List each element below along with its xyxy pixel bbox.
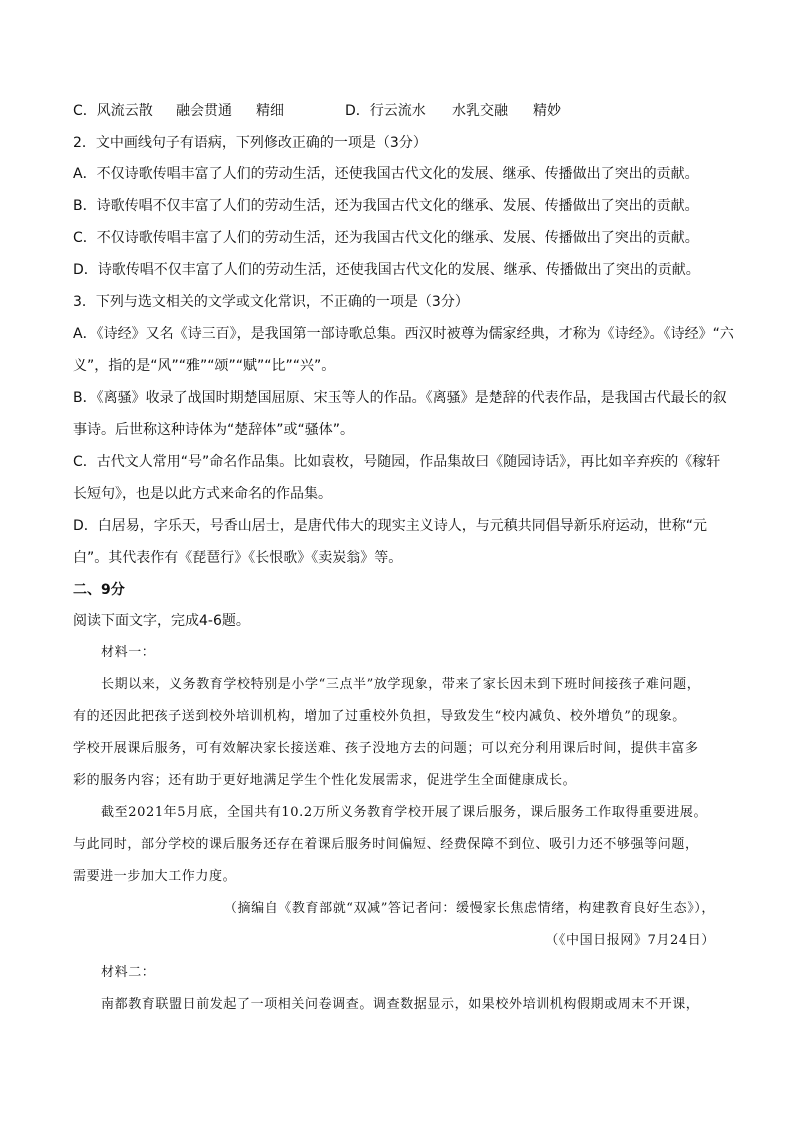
q3-option-c-line1: C．古代文人常用“号”命名作品集。比如袁枚，号随园，作品集故曰《随园诗话》，再比如辛弃疾的《稼轩 [73, 454, 721, 470]
q1-option-c-word2: 融会贯通 [176, 103, 232, 119]
material1-para1-line2: 有的还因此把孩子送到校外培训机构，增加了过重校外负担，导致发生“校内减负、校外增负”的现象。 [73, 709, 686, 724]
q2-option-b: B．诗歌传唱不仅丰富了人们的劳动生活，还为我国古代文化的继承、发展、传播做出了突出的贡献。 [73, 198, 699, 214]
q3-stem: 3．下列与选文相关的文学或文化常识，不正确的一项是（3分） [73, 294, 469, 310]
material1-para1-line4: 彩的服务内容；还有助于更好地满足学生个性化发展需求，促进学生全面健康成长。 [73, 773, 577, 788]
section-intro: 阅读下面文字，完成4-6题。 [73, 613, 250, 629]
material1-para2-line2: 与此同时，部分学校的课后服务还存在着课后服务时间偏短、经费保障不到位、吸引力还不够强等问题， [73, 837, 699, 852]
q3-option-b-line1: B．《离骚》收录了战国时期楚国屈原、宋玉等人的作品。《离骚》是楚辞的代表作品，是我国古代最长的叙 [73, 390, 727, 406]
q2-option-c: C．不仅诗歌传唱丰富了人们的劳动生活，还为我国古代文化的继承、发展、传播做出了突出的贡献。 [73, 230, 699, 246]
q3-option-d-line2: 白”。其代表作有《琵琶行》《长恨歌》《卖炭翁》等。 [73, 550, 403, 566]
material1-para2-line1: 截至2021年5月底，全国共有10.2万所义务教育学校开展了课后服务，课后服务工作取得重要进展。 [101, 805, 708, 820]
q2-stem: 2．文中画线句子有语病，下列修改正确的一项是（3分） [73, 135, 427, 151]
q1-option-d-word3: 精妙 [533, 103, 561, 119]
q3-option-c-line2: 长短句》，也是以此方式来命名的作品集。 [73, 486, 332, 502]
material1-para2-line3: 需要进一步加大工作力度。 [73, 869, 237, 884]
material1-para1-line1: 长期以来，义务教育学校特别是小学“三点半”放学现象，带来了家长因未到下班时间接孩子难问题， [101, 677, 701, 692]
q3-option-b-line2: 事诗。后世称这种诗体为“楚辞体”或“骚体”。 [73, 422, 355, 438]
q3-option-d-line1: D．白居易，字乐天，号香山居士，是唐代伟大的现实主义诗人，与元稹共同倡导新乐府运动，世称“元 [73, 518, 708, 534]
q1-option-d-word2: 水乳交融 [452, 103, 508, 119]
material1-para1-line3: 学校开展课后服务，可有效解决家长接送难、孩子没地方去的问题；可以充分利用课后时间，提供丰富多 [73, 741, 699, 756]
material2-title: 材料二： [101, 965, 156, 980]
material1-source-date: （《中国日报网》7月24日） [545, 933, 715, 948]
q2-option-a: A．不仅诗歌传唱丰富了人们的劳动生活，还使我国古代文化的发展、继承、传播做出了突出的贡献。 [73, 166, 699, 182]
q1-option-c-word3: 精细 [256, 103, 284, 119]
q2-option-d: D．诗歌传唱不仅丰富了人们的劳动生活，还使我国古代文化的发展、继承、传播做出了突出的贡献。 [73, 262, 700, 278]
material1-source: （摘编自《教育部就“双减”答记者问：缓慢家长焦虑情绪，构建教育良好生态》）， [223, 901, 715, 916]
q1-option-c-label: C．风流云散 [73, 103, 153, 119]
section-heading: 二、9分 [73, 582, 125, 598]
q3-option-a-line1: A．《诗经》又名《诗三百》，是我国第一部诗歌总集。西汉时被尊为儒家经典，才称为《诗经》。《诗经》“六 [73, 326, 734, 342]
material1-title: 材料一： [101, 645, 156, 660]
q1-option-d-label: D．行云流水 [345, 103, 426, 119]
q3-option-a-line2: 义”，指的是“风”“雅”“颂”“赋”“比”“兴”。 [73, 358, 336, 374]
material2-para1-line1: 南都教育联盟日前发起了一项相关问卷调查。调查数据显示，如果校外培训机构假期或周末不开课， [101, 997, 700, 1012]
